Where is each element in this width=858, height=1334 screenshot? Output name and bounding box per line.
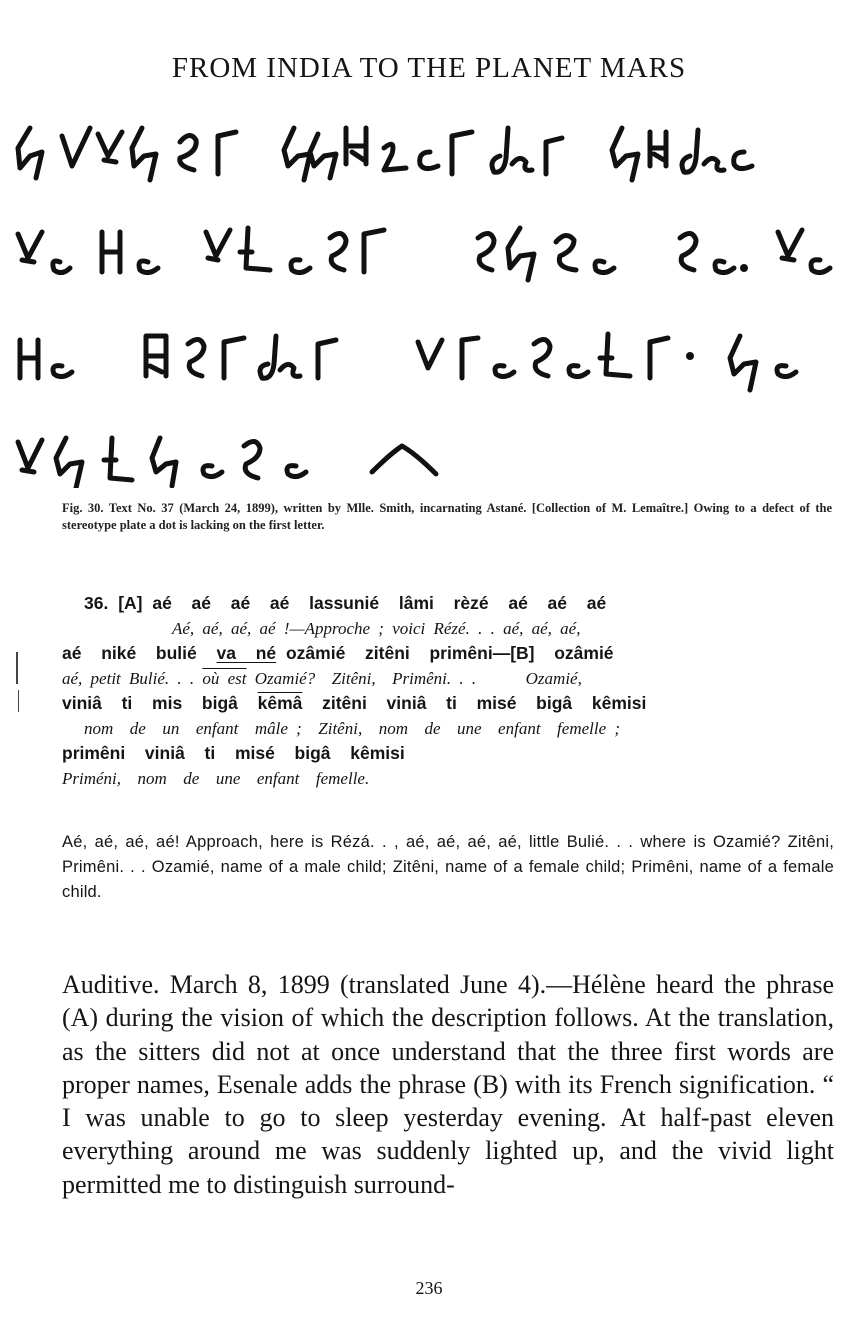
french-line (62, 766, 832, 791)
running-head: FROM INDIA TO THE PLANET MARS (171, 52, 687, 84)
page-number: 236 (415, 1278, 443, 1298)
script-line-1 (18, 128, 752, 180)
entry-segment: kêmâ (257, 693, 303, 713)
french-line (62, 616, 832, 641)
martian-line (62, 691, 832, 716)
figure-caption-text: Fig. 30. Text No. 37 (March 24, 1899), written by Mlle. Smith, incarnating Astané. [Collection of M. Lemaître.] Owing to a defect of the stereotype plate a dot is lacking on the first letter. (62, 501, 832, 532)
martian-script-figure (0, 108, 858, 488)
french-line (62, 666, 832, 691)
french-line (62, 716, 832, 741)
entry-segment: viniâ ti mis bigâ (62, 693, 258, 713)
margin-mark (18, 690, 19, 712)
entry-segment: Ozamié? Zitêni, Primêni. . . Ozamié, (246, 669, 582, 688)
margin-mark (16, 652, 18, 684)
entry-segment: ozâmié zitêni primêni—[B] ozâmié (276, 643, 614, 663)
body-text (62, 968, 834, 1201)
martian-line (62, 641, 832, 666)
script-line-3 (20, 334, 796, 390)
entry-segment: nom de un enfant mâle ; Zitêni, nom de une enfant femelle ; (84, 719, 621, 738)
script-line-2 (18, 228, 830, 280)
entry-segment: Priméni, nom de une enfant femelle. (62, 769, 370, 788)
entry-segment: zitêni viniâ ti misé bigâ kêmisi (302, 693, 647, 713)
martian-line (62, 591, 832, 616)
martian-line (62, 741, 832, 766)
french-translation (62, 830, 834, 905)
martian-text-entry (62, 591, 832, 791)
entry-segment: 36. [A] (84, 593, 153, 613)
entry-segment: aé niké bulié (62, 643, 217, 663)
entry-segment: Aé, aé, aé, aé !—Approche ; voici Rézé. . . aé, aé, aé, (172, 619, 581, 638)
english-rendering: Aé, aé, aé, aé! Approach, here is Rézá. . , aé, aé, aé, aé, little Bulié. . . where is Ozamié? Zitêni, Primêni. . . Ozamié, name of a male child; Zitêni, name of a female child; Primêni, name of a female child. (62, 833, 834, 901)
body-paragraph: Auditive. March 8, 1899 (translated June 4).—Hélène heard the phrase (A) during the vision of which the description follows. At the translation, as the sitters did not at once understand that the three first words are proper names, Esenale adds the phrase (B) with its French signification. “ I was unable to go to sleep yesterday evening. At half-past eleven everything around me was suddenly lighted up, and the vivid light permitted me to distinguish surround- (62, 970, 834, 1199)
entry-segment: aé aé aé aé lassunié lâmi rèzé aé aé aé (152, 593, 607, 613)
entry-segment: où est (202, 669, 247, 688)
figure-caption (62, 500, 832, 533)
entry-segment: primêni viniâ ti misé bigâ kêmisi (62, 743, 405, 763)
script-line-4 (18, 438, 436, 488)
entry-segment: va né (216, 643, 277, 663)
entry-segment: aé, petit Bulié. . . (62, 669, 203, 688)
